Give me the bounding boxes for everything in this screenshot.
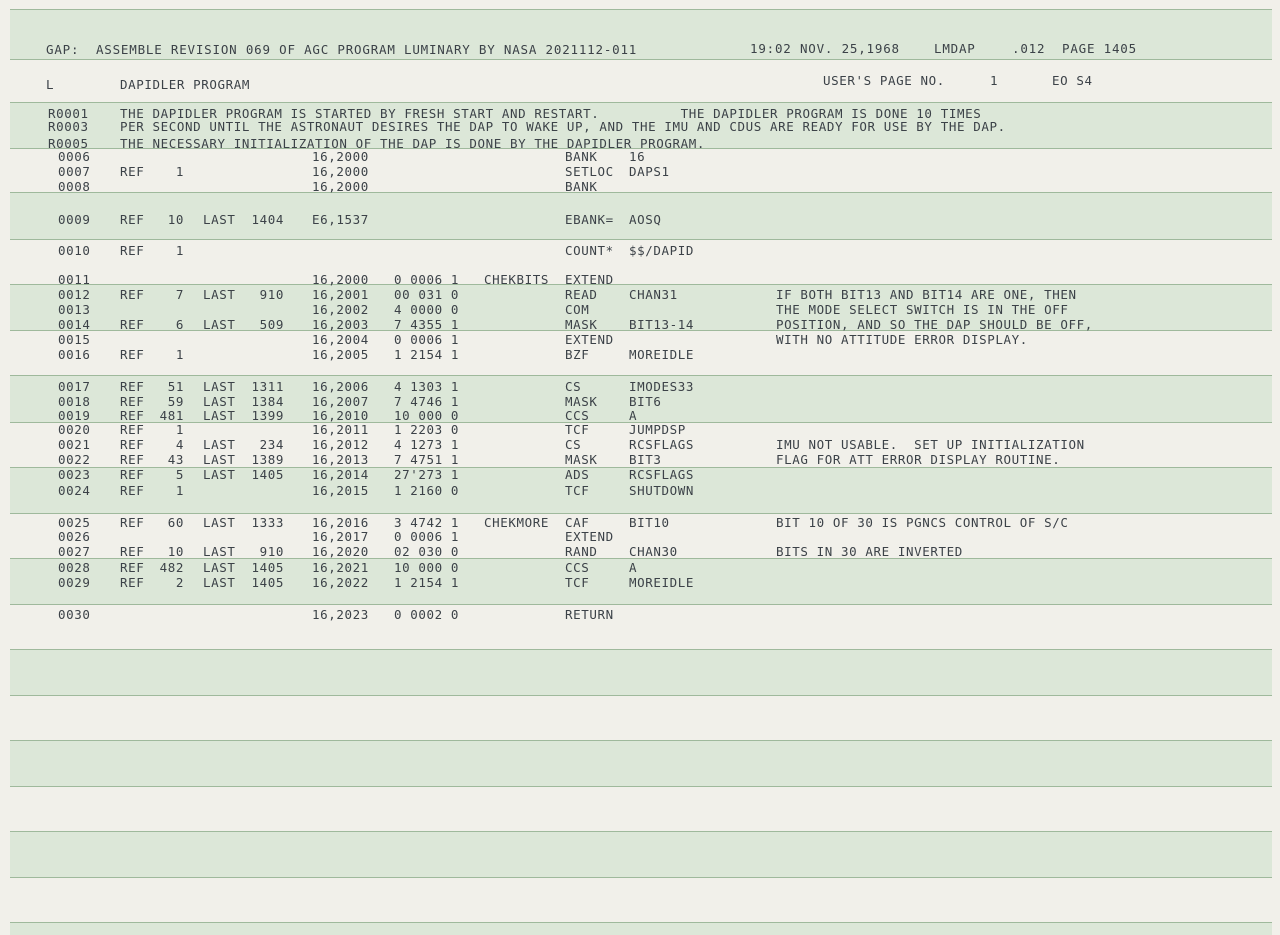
octal-word: 7 4751 1 xyxy=(394,452,460,467)
opcode: CS xyxy=(565,437,582,452)
address: 16,2000 xyxy=(312,149,369,164)
ref-tag: REF xyxy=(120,212,145,227)
opcode: BZF xyxy=(565,347,590,362)
opcode: TCF xyxy=(565,575,590,590)
line-number: 0007 xyxy=(58,164,91,179)
ref-tag: REF xyxy=(120,347,145,362)
module-version: .012 xyxy=(1012,41,1046,56)
last-page: 509 xyxy=(259,317,284,332)
users-page-label: USER'S PAGE NO. xyxy=(823,73,945,88)
ref-tag: REF xyxy=(120,164,145,179)
address: 16,2015 xyxy=(312,483,369,498)
line-number: 0014 xyxy=(58,317,91,332)
line-comment: THE MODE SELECT SWITCH IS IN THE OFF xyxy=(776,302,1069,317)
ref-count: 51 xyxy=(167,379,184,394)
last-tag: LAST xyxy=(203,452,236,467)
opcode: BANK xyxy=(565,179,598,194)
module-name: LMDAP xyxy=(934,41,976,56)
octal-word: 0 0006 1 xyxy=(394,272,460,287)
address: 16,2000 xyxy=(312,272,369,287)
operand: $$/DAPID xyxy=(629,243,695,258)
ref-count: 1 xyxy=(175,243,184,258)
line-number: 0018 xyxy=(58,394,91,409)
eo-code: EO S4 xyxy=(1052,73,1093,88)
octal-word: 7 4746 1 xyxy=(394,394,460,409)
opcode: SETLOC xyxy=(565,164,614,179)
symbol-label: CHEKBITS xyxy=(484,272,550,287)
operand: CHAN31 xyxy=(629,287,678,302)
line-number: 0030 xyxy=(58,607,91,622)
ref-tag: REF xyxy=(120,317,145,332)
operand: BIT6 xyxy=(629,394,662,409)
greenbar-band xyxy=(10,831,1272,878)
line-number: 0025 xyxy=(58,515,91,530)
program-name: DAPIDLER PROGRAM xyxy=(120,77,251,92)
line-comment: BITS IN 30 ARE INVERTED xyxy=(776,544,963,559)
opcode: COM xyxy=(565,302,590,317)
remark-id: R0003 xyxy=(48,119,89,134)
last-page: 1405 xyxy=(251,560,284,575)
octal-word: 1 2203 0 xyxy=(394,422,460,437)
line-number: 0015 xyxy=(58,332,91,347)
octal-word: 10 000 0 xyxy=(394,408,460,423)
operand: AOSQ xyxy=(629,212,662,227)
greenbar-band xyxy=(10,922,1272,935)
opcode: CS xyxy=(565,379,582,394)
octal-word: 1 2154 1 xyxy=(394,575,460,590)
last-tag: LAST xyxy=(203,560,236,575)
octal-word: 27'273 1 xyxy=(394,467,460,482)
operand: RCSFLAGS xyxy=(629,437,695,452)
operand: A xyxy=(629,560,638,575)
last-tag: LAST xyxy=(203,437,236,452)
operand: BIT13-14 xyxy=(629,317,695,332)
ref-count: 1 xyxy=(175,347,184,362)
address: 16,2011 xyxy=(312,422,369,437)
opcode: COUNT* xyxy=(565,243,614,258)
address: 16,2013 xyxy=(312,452,369,467)
ref-tag: REF xyxy=(120,467,145,482)
line-comment: WITH NO ATTITUDE ERROR DISPLAY. xyxy=(776,332,1028,347)
last-page: 1389 xyxy=(251,452,284,467)
opcode: RAND xyxy=(565,544,598,559)
ref-count: 482 xyxy=(159,560,184,575)
last-page: 1405 xyxy=(251,467,284,482)
last-tag: LAST xyxy=(203,379,236,394)
operand: MOREIDLE xyxy=(629,347,695,362)
ref-count: 5 xyxy=(175,467,184,482)
octal-word: 1 2154 1 xyxy=(394,347,460,362)
ref-tag: REF xyxy=(120,560,145,575)
assembly-title: GAP: ASSEMBLE REVISION 069 OF AGC PROGRAM LUMINARY BY NASA 2021112-011 xyxy=(46,42,638,57)
ref-count: 1 xyxy=(175,483,184,498)
remark-id: R0005 xyxy=(48,136,89,151)
octal-word: 00 031 0 xyxy=(394,287,460,302)
opcode: ADS xyxy=(565,467,590,482)
address: 16,2000 xyxy=(312,164,369,179)
line-comment: BIT 10 OF 30 IS PGNCS CONTROL OF S/C xyxy=(776,515,1069,530)
operand: CHAN30 xyxy=(629,544,678,559)
operand: SHUTDOWN xyxy=(629,483,695,498)
address: 16,2014 xyxy=(312,467,369,482)
ref-tag: REF xyxy=(120,544,145,559)
line-number: 0013 xyxy=(58,302,91,317)
ref-tag: REF xyxy=(120,515,145,530)
last-page: 234 xyxy=(259,437,284,452)
line-number: 0021 xyxy=(58,437,91,452)
operand: RCSFLAGS xyxy=(629,467,695,482)
ref-tag: REF xyxy=(120,483,145,498)
last-tag: LAST xyxy=(203,394,236,409)
remark-text: THE DAPIDLER PROGRAM IS STARTED BY FRESH START AND RESTART. THE DAPIDLER PROGRAM IS DONE 10 TIMES xyxy=(120,106,982,121)
address: 16,2003 xyxy=(312,317,369,332)
ref-tag: REF xyxy=(120,575,145,590)
address: 16,2005 xyxy=(312,347,369,362)
opcode: RETURN xyxy=(565,607,614,622)
last-tag: LAST xyxy=(203,212,236,227)
line-number: 0017 xyxy=(58,379,91,394)
ref-count: 10 xyxy=(167,544,184,559)
last-page: 1405 xyxy=(251,575,284,590)
address: 16,2004 xyxy=(312,332,369,347)
opcode: MASK xyxy=(565,452,598,467)
address: 16,2012 xyxy=(312,437,369,452)
greenbar-band xyxy=(10,740,1272,787)
listing-timestamp: 19:02 NOV. 25,1968 xyxy=(750,41,900,56)
address: 16,2000 xyxy=(312,179,369,194)
line-number: 0011 xyxy=(58,272,91,287)
opcode: TCF xyxy=(565,422,590,437)
line-number: 0012 xyxy=(58,287,91,302)
opcode: MASK xyxy=(565,317,598,332)
octal-word: 1 2160 0 xyxy=(394,483,460,498)
address: 16,2006 xyxy=(312,379,369,394)
operand: A xyxy=(629,408,638,423)
ref-tag: REF xyxy=(120,422,145,437)
address: 16,2017 xyxy=(312,529,369,544)
octal-word: 7 4355 1 xyxy=(394,317,460,332)
last-tag: LAST xyxy=(203,408,236,423)
ref-count: 59 xyxy=(167,394,184,409)
ref-count: 2 xyxy=(175,575,184,590)
address: 16,2021 xyxy=(312,560,369,575)
line-number: 0016 xyxy=(58,347,91,362)
line-comment: IF BOTH BIT13 AND BIT14 ARE ONE, THEN xyxy=(776,287,1077,302)
ref-tag: REF xyxy=(120,408,145,423)
last-tag: LAST xyxy=(203,287,236,302)
operand: DAPS1 xyxy=(629,164,670,179)
last-page: 910 xyxy=(259,544,284,559)
address: 16,2020 xyxy=(312,544,369,559)
ref-tag: REF xyxy=(120,379,145,394)
line-number: 0006 xyxy=(58,149,91,164)
address: 16,2023 xyxy=(312,607,369,622)
line-number: 0028 xyxy=(58,560,91,575)
operand: 16 xyxy=(629,149,646,164)
octal-word: 0 0006 1 xyxy=(394,332,460,347)
opcode: EXTEND xyxy=(565,332,614,347)
octal-word: 3 4742 1 xyxy=(394,515,460,530)
address: 16,2016 xyxy=(312,515,369,530)
line-comment: FLAG FOR ATT ERROR DISPLAY ROUTINE. xyxy=(776,452,1061,467)
last-page: 1399 xyxy=(251,408,284,423)
octal-word: 0 0006 1 xyxy=(394,529,460,544)
octal-word: 4 1303 1 xyxy=(394,379,460,394)
line-comment: POSITION, AND SO THE DAP SHOULD BE OFF, xyxy=(776,317,1093,332)
line-number: 0023 xyxy=(58,467,91,482)
ref-tag: REF xyxy=(120,287,145,302)
last-page: 1333 xyxy=(251,515,284,530)
line-number: 0024 xyxy=(58,483,91,498)
opcode: CAF xyxy=(565,515,590,530)
last-page: 1404 xyxy=(251,212,284,227)
last-tag: LAST xyxy=(203,575,236,590)
remark-id: R0001 xyxy=(48,106,89,121)
opcode: TCF xyxy=(565,483,590,498)
line-number: 0027 xyxy=(58,544,91,559)
octal-word: 0 0002 0 xyxy=(394,607,460,622)
ref-count: 10 xyxy=(167,212,184,227)
address: 16,2010 xyxy=(312,408,369,423)
address: E6,1537 xyxy=(312,212,369,227)
greenbar-band xyxy=(10,649,1272,696)
line-number: 0020 xyxy=(58,422,91,437)
line-number: 0026 xyxy=(58,529,91,544)
remark-text: PER SECOND UNTIL THE ASTRONAUT DESIRES THE DAP TO WAKE UP, AND THE IMU AND CDUS ARE READY FOR USE BY THE DAP. xyxy=(120,119,1006,134)
last-tag: LAST xyxy=(203,467,236,482)
last-tag: LAST xyxy=(203,317,236,332)
address: 16,2002 xyxy=(312,302,369,317)
octal-word: 10 000 0 xyxy=(394,560,460,575)
line-number: 0008 xyxy=(58,179,91,194)
ref-count: 1 xyxy=(175,164,184,179)
line-number: 0029 xyxy=(58,575,91,590)
opcode: CCS xyxy=(565,408,590,423)
line-number: 0009 xyxy=(58,212,91,227)
opcode: EXTEND xyxy=(565,272,614,287)
opcode: BANK xyxy=(565,149,598,164)
last-page: 1311 xyxy=(251,379,284,394)
ref-count: 4 xyxy=(175,437,184,452)
log-marker: L xyxy=(46,77,55,92)
address: 16,2001 xyxy=(312,287,369,302)
octal-word: 4 0000 0 xyxy=(394,302,460,317)
users-page-number: 1 xyxy=(990,73,999,88)
octal-word: 4 1273 1 xyxy=(394,437,460,452)
last-page: 910 xyxy=(259,287,284,302)
operand: MOREIDLE xyxy=(629,575,695,590)
address: 16,2007 xyxy=(312,394,369,409)
operand: JUMPDSP xyxy=(629,422,686,437)
ref-tag: REF xyxy=(120,394,145,409)
ref-tag: REF xyxy=(120,437,145,452)
page-number: PAGE 1405 xyxy=(1062,41,1137,56)
opcode: READ xyxy=(565,287,598,302)
last-tag: LAST xyxy=(203,544,236,559)
octal-word: 02 030 0 xyxy=(394,544,460,559)
ref-count: 481 xyxy=(159,408,184,423)
line-comment: IMU NOT USABLE. SET UP INITIALIZATION xyxy=(776,437,1085,452)
symbol-label: CHEKMORE xyxy=(484,515,550,530)
operand: BIT3 xyxy=(629,452,662,467)
line-number: 0022 xyxy=(58,452,91,467)
last-page: 1384 xyxy=(251,394,284,409)
ref-count: 6 xyxy=(175,317,184,332)
line-number: 0010 xyxy=(58,243,91,258)
ref-count: 7 xyxy=(175,287,184,302)
opcode: MASK xyxy=(565,394,598,409)
address: 16,2022 xyxy=(312,575,369,590)
opcode: EBANK= xyxy=(565,212,614,227)
last-tag: LAST xyxy=(203,515,236,530)
ref-tag: REF xyxy=(120,243,145,258)
ref-count: 1 xyxy=(175,422,184,437)
ref-count: 43 xyxy=(167,452,184,467)
remark-text: THE NECESSARY INITIALIZATION OF THE DAP IS DONE BY THE DAPIDLER PROGRAM. xyxy=(120,136,706,151)
line-number: 0019 xyxy=(58,408,91,423)
ref-tag: REF xyxy=(120,452,145,467)
opcode: CCS xyxy=(565,560,590,575)
opcode: EXTEND xyxy=(565,529,614,544)
operand: BIT10 xyxy=(629,515,670,530)
operand: IMODES33 xyxy=(629,379,695,394)
ref-count: 60 xyxy=(167,515,184,530)
